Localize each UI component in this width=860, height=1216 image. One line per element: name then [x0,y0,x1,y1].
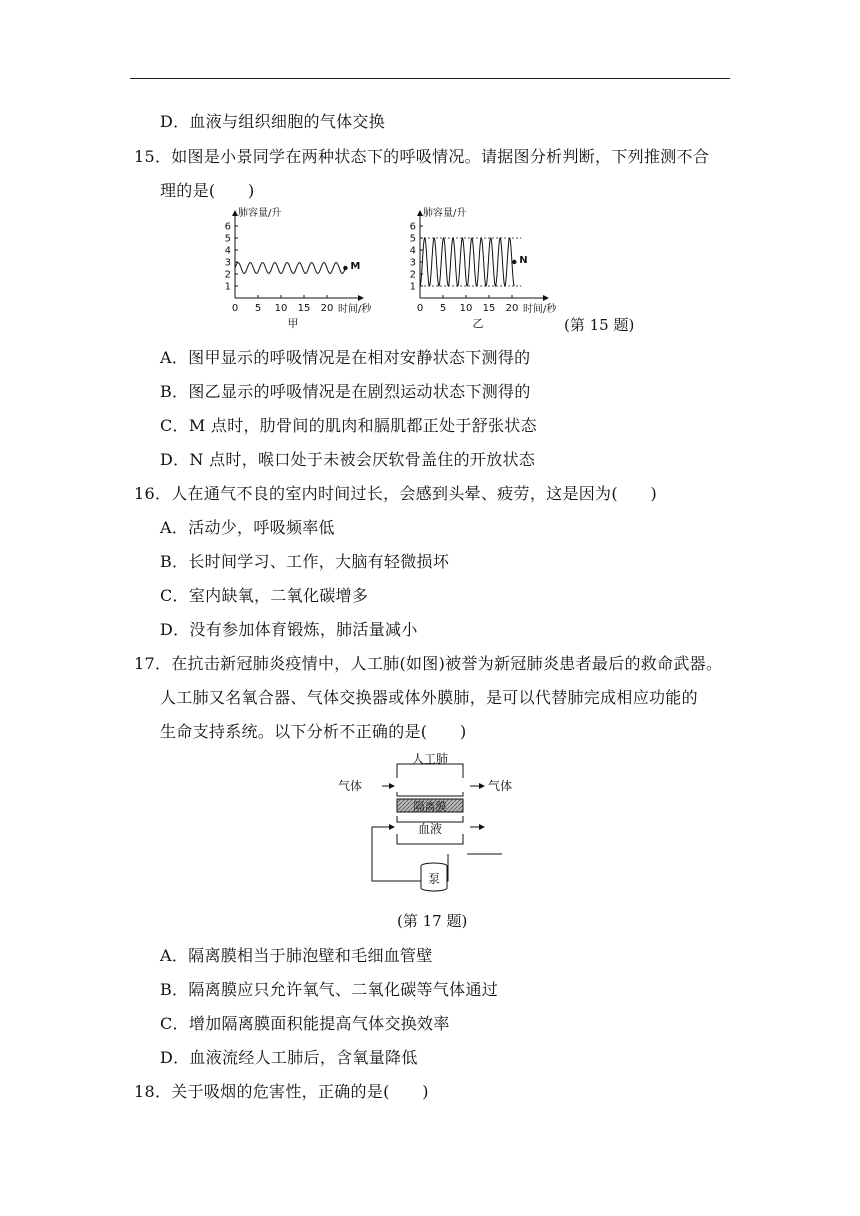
point-label: N [519,255,528,266]
q16-stem: 16．人在通气不良的室内时间过长，会感到头晕、疲劳，这是因为( ) [134,484,658,503]
y-tick-label: 1 [409,281,416,293]
marker-point [512,260,516,264]
x-axis-label: 时间/秒 [338,304,372,315]
marker-point [343,266,347,270]
header-rule [130,78,730,79]
label-gas-out: 气体 [488,779,513,793]
y-tick-label: 3 [224,257,231,269]
x-tick-label: 0 [416,303,424,314]
q16-option-d: D．没有参加体育锻炼，肺活量减小 [160,620,418,639]
x-axis-arrow [358,295,364,301]
q15-figure [205,205,765,330]
q16-option-a: A．活动少，呼吸频率低 [160,518,335,537]
q15-stem-line1: 15．如图是小景同学在两种状态下的呼吸情况。请据图分析判断，下列推测不合 [134,147,710,166]
q15-option-d: D．N 点时，喉口处于未被会厌软骨盖住的开放状态 [160,450,536,469]
q15-caption: (第 15 题) [564,316,635,334]
breath-curve [235,263,345,274]
y-tick-label: 6 [409,221,416,233]
x-tick-label: 15 [482,303,496,314]
x-tick-label: 10 [274,303,288,314]
q17-option-c: C．增加隔离膜面积能提高气体交换效率 [160,1014,450,1033]
y-axis-label: 肺容量/升 [238,208,282,219]
point-label: M [350,261,361,272]
breath-curve [420,238,514,286]
q15-stem-line2: 理的是( ) [160,181,255,200]
x-tick-label: 10 [459,303,473,314]
y-tick-label: 4 [409,245,416,257]
top-chamber [397,764,463,778]
q14-option-d: D．血液与组织细胞的气体交换 [160,112,386,131]
q15-option-a: A．图甲显示的呼吸情况是在相对安静状态下测得的 [160,348,531,367]
q17-option-b: B．隔离膜应只允许氧气、二氧化碳等气体通过 [160,980,499,999]
q18-stem: 18．关于吸烟的危害性，正确的是( ) [134,1082,429,1101]
y-tick-label: 6 [224,221,231,233]
q17-stem-line3: 生命支持系统。以下分析不正确的是( ) [160,722,467,741]
chart-jia [225,206,373,330]
y-tick-label: 5 [409,233,416,245]
x-tick-label: 5 [254,303,262,314]
chart-label: 乙 [472,317,484,330]
label-artificial-lung: 人工肺 [411,752,449,766]
x-tick-label: 15 [297,303,311,314]
y-axis-label: 肺容量/升 [423,208,467,219]
y-tick-label: 2 [409,269,416,281]
q17-option-a: A．隔离膜相当于肺泡壁和毛细血管壁 [160,946,433,965]
q16-option-c: C．室内缺氧，二氧化碳增多 [160,586,369,605]
chart-yi [410,206,558,330]
label-gas-in: 气体 [338,779,363,793]
x-axis-label: 时间/秒 [523,304,557,315]
q17-stem-line2: 人工肺又名氧合器、气体交换器或体外膜肺，是可以代替肺完成相应功能的 [160,688,698,707]
chart-label: 甲 [287,317,299,330]
q15-option-b: B．图乙显示的呼吸情况是在剧烈运动状态下测得的 [160,382,531,401]
label-pump: 泵 [427,872,441,886]
x-axis-arrow [543,295,549,301]
y-tick-label: 4 [224,245,231,257]
q17-diagram [330,750,520,898]
y-tick-label: 2 [224,269,231,281]
q15-option-c: C．M 点时，肋骨间的肌肉和膈肌都正处于舒张状态 [160,416,537,435]
x-tick-label: 0 [231,303,239,314]
x-tick-label: 20 [320,303,334,314]
label-membrane: 隔离膜 [413,800,447,813]
x-tick-label: 20 [505,303,519,314]
q16-option-b: B．长时间学习、工作，大脑有轻微损坏 [160,552,450,571]
y-tick-label: 5 [224,233,231,245]
q17-caption: (第 17 题) [397,912,468,930]
q17-stem-line1: 17．在抗击新冠肺炎疫情中，人工肺(如图)被誉为新冠肺炎患者最后的救命武器。 [134,654,723,673]
label-blood: 血液 [417,822,443,836]
q17-option-d: D．血液流经人工肺后，含氧量降低 [160,1048,418,1067]
x-tick-label: 5 [439,303,447,314]
y-tick-label: 1 [224,281,231,293]
y-tick-label: 3 [409,257,416,269]
